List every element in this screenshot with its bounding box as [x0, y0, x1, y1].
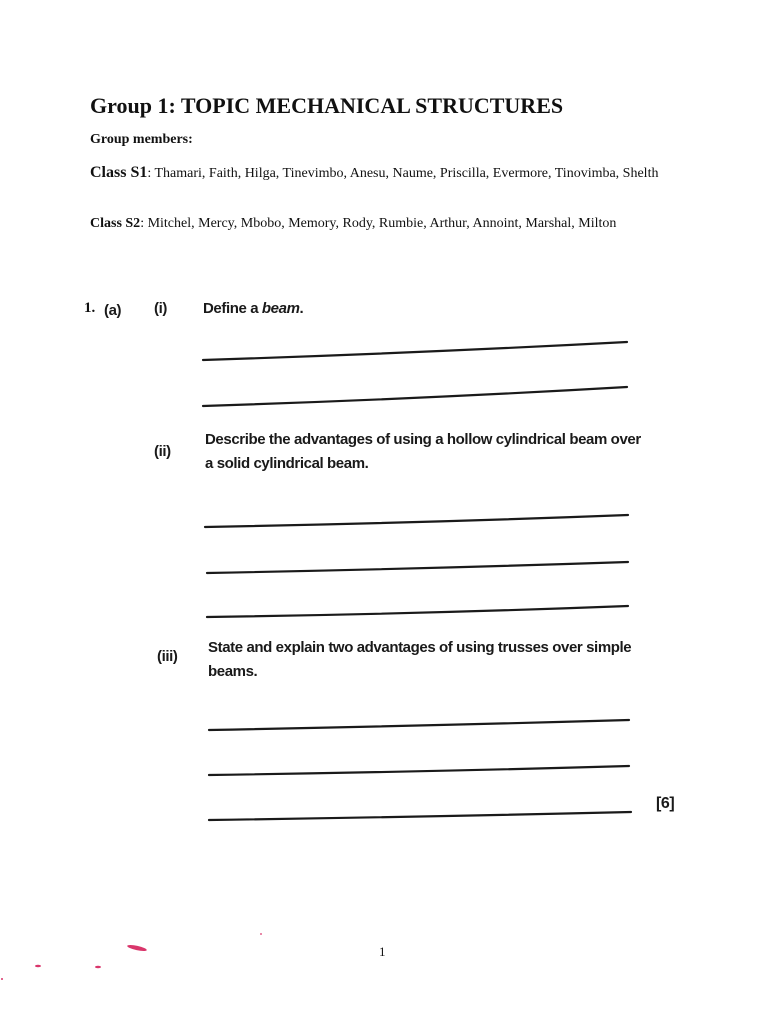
- group-members-label: Group members:: [90, 132, 193, 147]
- answer-line: [203, 342, 627, 360]
- marks-allocation: [6]: [656, 795, 675, 812]
- class-s1-label: Class S1: [90, 164, 148, 181]
- scan-mark: [95, 966, 101, 968]
- answer-line: [205, 515, 628, 527]
- scan-marks: [1, 933, 262, 980]
- page-number: 1: [379, 944, 386, 959]
- subquestion-i-term: beam: [261, 300, 300, 317]
- subquestion-iii-text: State and explain two advantages of using trusses over simple beams.: [208, 639, 632, 680]
- subquestion-ii-text: Describe the advantages of using a hollow cylindrical beam over a solid cylindrical beam.: [205, 431, 641, 472]
- question-part-label: (a): [104, 302, 122, 319]
- answer-line: [209, 720, 629, 730]
- class-s1-names: : Thamari, Faith, Hilga, Tinevimbo, Anesu, Naume, Priscilla, Evermore, Tinovimba, Shelth: [147, 166, 659, 181]
- subquestion-ii-label: (ii): [154, 443, 171, 460]
- subquestion-i-text-end: .: [299, 300, 304, 317]
- question-number: 1.: [84, 300, 96, 316]
- answer-line: [207, 562, 628, 573]
- subquestion-iii-label: (iii): [157, 648, 178, 665]
- answer-line: [207, 606, 628, 617]
- scan-mark: [260, 933, 262, 935]
- scan-mark: [35, 965, 41, 967]
- answer-line: [209, 812, 631, 820]
- page-title: Group 1: TOPIC MECHANICAL STRUCTURES: [90, 93, 564, 118]
- answer-line: [203, 387, 627, 406]
- scan-mark: [127, 944, 147, 952]
- scan-mark: [1, 978, 3, 980]
- class-s2-names: : Mitchel, Mercy, Mbobo, Memory, Rody, Rumbie, Arthur, Annoint, Marshal, Milton: [140, 216, 617, 231]
- class-s2-label: Class S2: [90, 216, 141, 231]
- subquestion-i-label: (i): [154, 300, 167, 317]
- subquestion-i-text-lead: Define a: [203, 300, 262, 317]
- answer-line: [209, 766, 629, 775]
